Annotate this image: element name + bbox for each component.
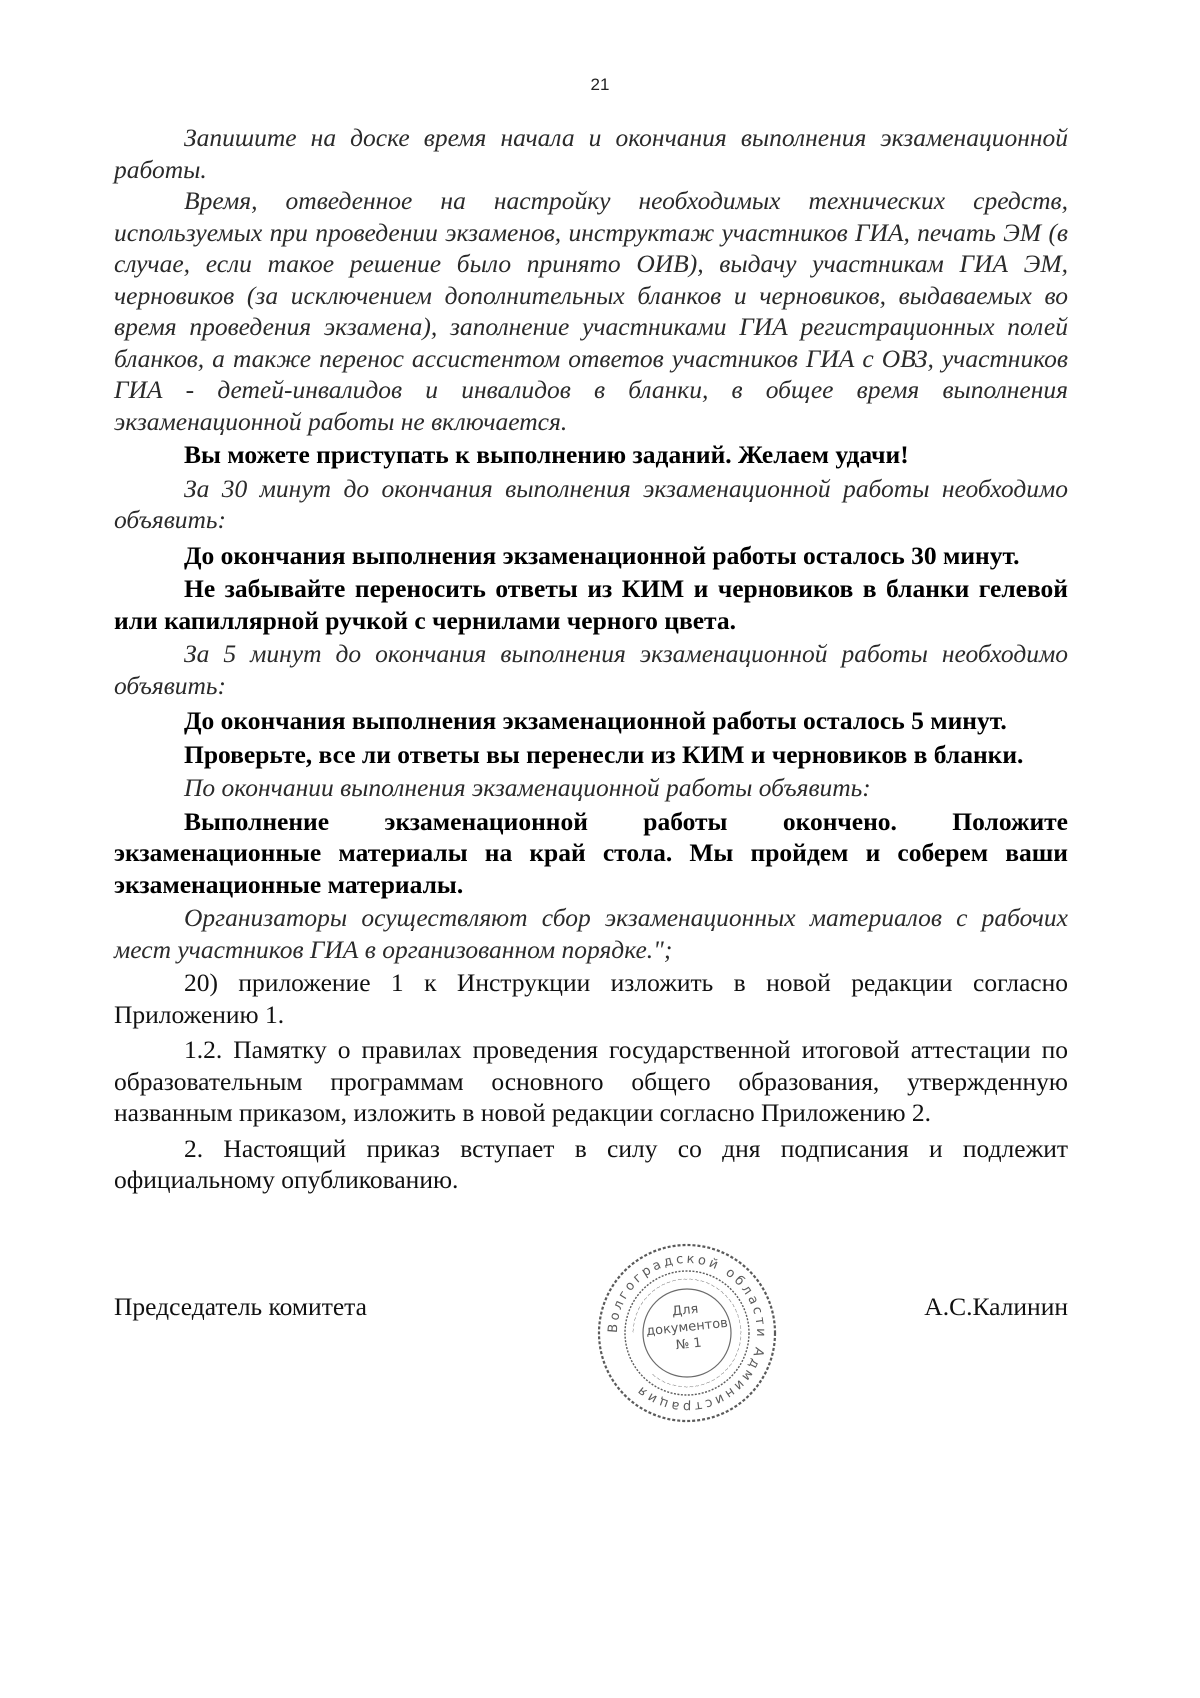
paragraph-item-1-2: 1.2. Памятку о правилах проведения государственной итоговой аттестации по образовательным программам основного общего образования, утвержденную названным приказом, изложить в новой редакции согласно Приложению 2.	[114, 1035, 1068, 1127]
announcement-transfer-answers: Не забывайте переносить ответы из КИМ и черновиков в бланки гелевой или капиллярной ручкой с чернилами черного цвета.	[114, 574, 1068, 635]
announcement-end: Выполнение экзаменационной работы окончено. Положите экзаменационные материалы на край стола. Мы пройдем и соберем ваши экзаменационные материалы.	[114, 806, 1068, 899]
paragraph-time-not-included: Время, отведенное на настройку необходимых технических средств, используемых при проведении экзаменов, инструктаж участников ГИА, печать ЭМ (в случае, если такое решение было принято ОИВ), выдачу участникам ГИА ЭМ, черновиков (за исключением дополнительных бланков и черновиков, выдаваемых во время проведения экзамена), заполнение участниками ГИА регистрационных полей бланков, а также перенос ассистентом ответов участников ГИА с ОВЗ, участников ГИА - детей-инвалидов и инвалидов в бланки, в общее время выполнения экзаменационной работы не включается.	[114, 186, 1068, 436]
signature-line	[114, 1292, 1068, 1332]
paragraph-item-20: 20) приложение 1 к Инструкции изложить в новой редакции согласно Приложению 1.	[114, 968, 1068, 1029]
announcement-30-min: До окончания выполнения экзаменационной работы осталось 30 минут.	[184, 540, 1020, 570]
document-body	[114, 122, 1068, 1196]
signatory-position: Председатель комитета	[114, 1292, 367, 1321]
paragraph-5-min-note: За 5 минут до окончания выполнения экзаменационной работы необходимо объявить:	[114, 639, 1068, 700]
announcement-5-min: До окончания выполнения экзаменационной работы осталось 5 минут.	[184, 706, 1007, 735]
official-seal-stamp	[594, 1240, 780, 1426]
paragraph-item-2: 2. Настоящий приказ вступает в силу со дня подписания и подлежит официальному опубликованию.	[114, 1133, 1068, 1194]
seal-inner-text: Для документов № 1	[645, 1302, 729, 1354]
paragraph-collection: Организаторы осуществляют сбор экзаменационных материалов с рабочих мест участников ГИА в организованном порядке.";	[114, 903, 1068, 964]
signatory-name: А.С.Калинин	[924, 1292, 1068, 1321]
paragraph-write-time: Запишите на доске время начала и окончания выполнения экзаменационной работы.	[114, 123, 1068, 184]
paragraph-30-min-note: За 30 минут до окончания выполнения экзаменационной работы необходимо объявить:	[114, 473, 1068, 534]
paragraph-end-note: По окончании выполнения экзаменационной работы объявить:	[184, 773, 871, 802]
announcement-start: Вы можете приступать к выполнению заданий. Желаем удачи!	[184, 440, 909, 469]
seal-outer-text: Волгоградской области Администрация	[605, 1251, 769, 1415]
page-number: 21	[590, 75, 610, 94]
seal-inner-decorative-text: ~~~~~~~~~~~~~~~~~~~~~~~~~~~~~~~~~~~~~~~~~~~~~~~~~~~	[629, 1275, 745, 1391]
announcement-check-answers: Проверьте, все ли ответы вы перенесли из КИМ и черновиков в бланки.	[184, 739, 1024, 769]
